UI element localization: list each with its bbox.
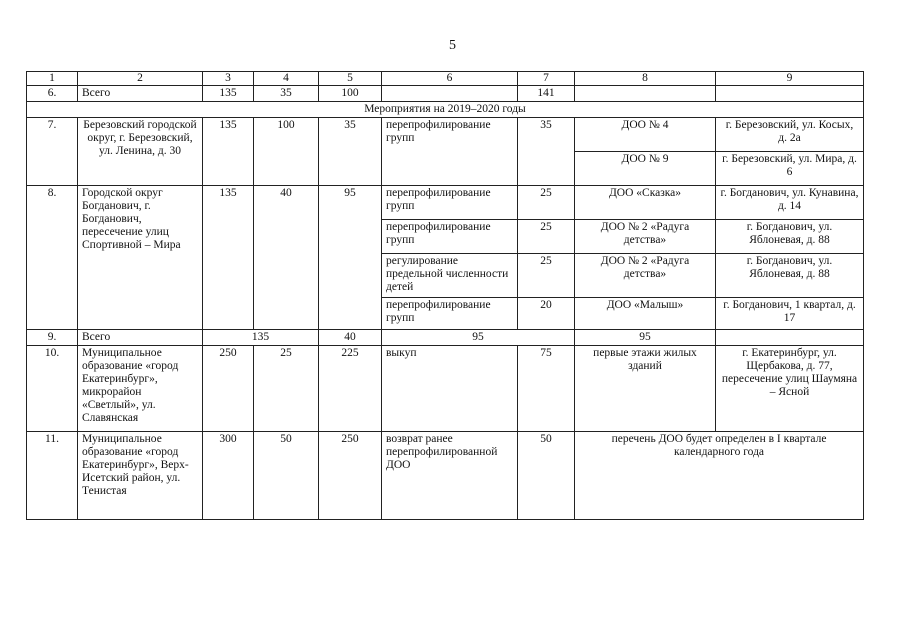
cell-col8: ДОО № 2 «Радуга детства» [575, 220, 716, 254]
header-row [27, 72, 864, 86]
cell-col6: 95 [382, 330, 575, 346]
cell-col6: регулирование предельной численности детей [382, 254, 518, 298]
cell-col8: ДОО «Малыш» [575, 298, 716, 330]
row-name: Муниципальное образование «город Екатеринбург», Верх-Исетский район, ул. Тенистая [78, 432, 203, 520]
cell-total: 300 [203, 432, 254, 520]
cell-col9: г. Богданович, ул. Кунавина, д. 14 [716, 186, 864, 220]
cell-col7: 141 [518, 86, 575, 102]
section-row [27, 102, 864, 118]
cell-col5: 40 [319, 330, 382, 346]
row-number: 6. [27, 86, 78, 102]
cell-col8-9: перечень ДОО будет определен в I квартале календарного года [575, 432, 864, 520]
cell-col6 [382, 86, 518, 102]
cell-total: 135 [203, 86, 254, 102]
header-cell: 2 [78, 72, 203, 86]
row-name: Всего [78, 330, 203, 346]
row-number: 11. [27, 432, 78, 520]
cell-col5: 35 [319, 118, 382, 186]
row-number: 8. [27, 186, 78, 330]
cell-col8: ДОО № 9 [575, 152, 716, 186]
cell-col9: г. Богданович, 1 квартал, д. 17 [716, 298, 864, 330]
cell-col4: 50 [254, 432, 319, 520]
header-cell: 3 [203, 72, 254, 86]
header-cell: 5 [319, 72, 382, 86]
cell-col5: 250 [319, 432, 382, 520]
header-cell: 8 [575, 72, 716, 86]
cell-col8 [575, 86, 716, 102]
cell-col7: 25 [518, 220, 575, 254]
cell-col5: 225 [319, 346, 382, 432]
cell-col7: 75 [518, 346, 575, 432]
cell-col5: 100 [319, 86, 382, 102]
cell-col9: г. Богданович, ул. Яблоневая, д. 88 [716, 220, 864, 254]
header-cell: 1 [27, 72, 78, 86]
cell-col7: 20 [518, 298, 575, 330]
cell-col7: 25 [518, 254, 575, 298]
table-row [27, 432, 864, 520]
row-name: Березовский городской округ, г. Березовский, ул. Ленина, д. 30 [78, 118, 203, 186]
cell-col8: ДОО № 2 «Радуга детства» [575, 254, 716, 298]
table-row [27, 186, 864, 220]
cell-col6: перепрофилирование групп [382, 118, 518, 186]
cell-col9 [716, 330, 864, 346]
row-number: 9. [27, 330, 78, 346]
cell-col4: 135 [203, 330, 319, 346]
table-row [27, 346, 864, 432]
cell-col9 [716, 86, 864, 102]
cell-col9: г. Богданович, ул. Яблоневая, д. 88 [716, 254, 864, 298]
cell-col8: ДОО № 4 [575, 118, 716, 152]
cell-col9: г. Екатеринбург, ул. Щербакова, д. 77, пересечение улиц Шаумяна – Ясной [716, 346, 864, 432]
row-name: Муниципальное образование «город Екатеринбург», микрорайон «Светлый», ул. Славянская [78, 346, 203, 432]
header-cell: 4 [254, 72, 319, 86]
cell-col7: 35 [518, 118, 575, 186]
cell-total: 135 [203, 186, 254, 330]
cell-col7: 50 [518, 432, 575, 520]
cell-col9: г. Березовский, ул. Мира, д. 6 [716, 152, 864, 186]
header-cell: 6 [382, 72, 518, 86]
events-table [26, 71, 864, 520]
header-cell: 7 [518, 72, 575, 86]
cell-col9: г. Березовский, ул. Косых, д. 2а [716, 118, 864, 152]
cell-col8: ДОО «Сказка» [575, 186, 716, 220]
row-name: Всего [78, 86, 203, 102]
row-number: 10. [27, 346, 78, 432]
table-row [27, 118, 864, 152]
section-title: Мероприятия на 2019–2020 годы [27, 102, 864, 118]
row-name: Городской округ Богданович, г. Богданович, пересечение улиц Спортивной – Мира [78, 186, 203, 330]
cell-col6: перепрофилирование групп [382, 298, 518, 330]
cell-total: 135 [203, 118, 254, 186]
cell-col4: 35 [254, 86, 319, 102]
cell-total: 250 [203, 346, 254, 432]
table-row [27, 86, 864, 102]
cell-col5: 95 [319, 186, 382, 330]
cell-col4: 100 [254, 118, 319, 186]
cell-col4: 40 [254, 186, 319, 330]
cell-col6: перепрофилирование групп [382, 220, 518, 254]
page-number: 5 [449, 38, 456, 53]
row-number: 7. [27, 118, 78, 186]
cell-col4: 25 [254, 346, 319, 432]
cell-col8: 95 [575, 330, 716, 346]
cell-col6: выкуп [382, 346, 518, 432]
table-row [27, 330, 864, 346]
header-cell: 9 [716, 72, 864, 86]
cell-col6: возврат ранее перепрофилированной ДОО [382, 432, 518, 520]
cell-col8: первые этажи жилых зданий [575, 346, 716, 432]
cell-col6: перепрофилирование групп [382, 186, 518, 220]
cell-col7: 25 [518, 186, 575, 220]
